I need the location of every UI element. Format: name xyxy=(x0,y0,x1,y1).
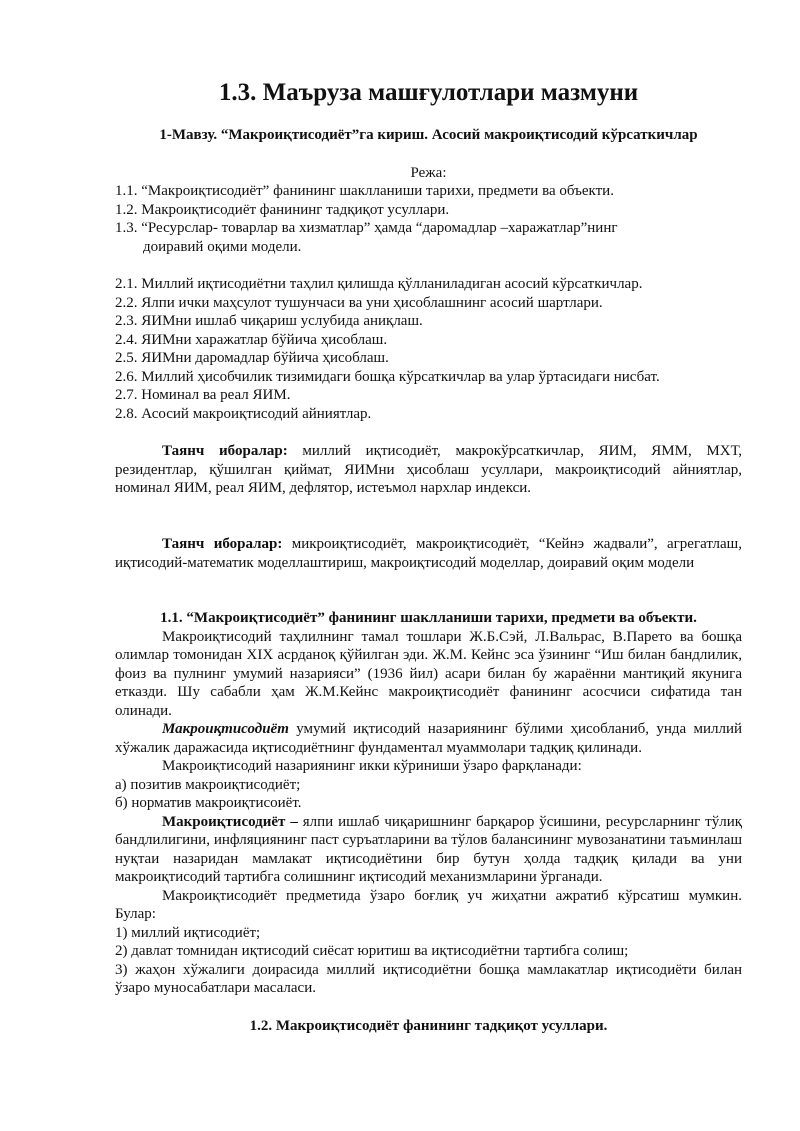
plan-item: 2.2. Ялпи ички маҳсулот тушунчаси ва уни ҳисоблашнинг асосий шартлари. xyxy=(115,294,603,311)
section-heading: 1.2. Макроиқтисодиёт фанининг тадқиқот усуллари. xyxy=(249,1018,608,1034)
paragraph: Макроиқтисодий таҳлилнинг тамал тошлари Ж.Б.Сэй, Л.Вальрас, В.Парето ва бошқа олимлар томонидан XIX асрданоқ қўйилган эди. Ж.М. Кейнс эса ўзининг “Иш билан бандлилик, фоиз ва пулнинг умумий назарияси” (1936 йил) асари билан бу жараённи мантиқий якунига етказди. Шу сабабли ҳам Ж.М.Кейнс макроиқтисодиёт фанининг асосчиси сифатида тан олинади. xyxy=(115,628,742,719)
plan-list-part1 xyxy=(115,182,742,256)
plan-label: Режа: xyxy=(410,165,447,181)
paragraph: Макроиқтисодиёт предметида ўзаро боғлиқ уч жиҳатни ажратиб кўрсатиш мумкин. Булар: xyxy=(115,887,742,922)
plan-item: 2.5. ЯИМни даромадлар бўйича ҳисоблаш. xyxy=(115,350,389,366)
plan-list-part2 xyxy=(115,275,742,423)
keywords-text: микроиқтисодиёт, макроиқтисодиёт, “Кейнэ жадвали”, агрегатлаш, иқтисодий-математик моделлаштириш, макроиқтисодий моделлар, доиравий оқим модели xyxy=(115,536,742,571)
plan-item: 2.6. Миллий ҳисобчилик тизимидаги бошқа кўрсаткичлар ва улар ўртасидаги нисбат. xyxy=(115,368,660,385)
list-item: 2) давлат томнидан иқтисодий сиёсат юритиш ва иқтисодиётни тартибга солиш; xyxy=(115,943,629,959)
list-item: б) норматив макроиқтисоиёт. xyxy=(115,795,302,811)
keywords-text: миллий иқтисодиёт, макрокўрсаткичлар, ЯИМ, ЯММ, МХТ, резидентлар, қўшилган қиймат, ЯИМни ҳисоблаш усуллари, макроиқтисодий айниятлар, номинал ЯИМ, реал ЯИМ, дефлятор, истеъмол нархлар индекси. xyxy=(115,443,742,496)
paragraph-text: умумий иқтисодий назариянинг бўлими ҳисобланиб, унда миллий хўжалик даражасида иқтисодиётнинг фундаментал муаммолари тадқиқ қилинади. xyxy=(115,721,742,756)
list-item: а) позитив макроиқтисодиёт; xyxy=(115,776,301,793)
plan-item: 2.7. Номинал ва реал ЯИМ. xyxy=(115,387,291,403)
section-1-1 xyxy=(115,609,742,998)
plan-item-continuation: доиравий оқими модели. xyxy=(143,238,302,255)
section-heading: 1.1. “Макроиқтисодиёт” фанининг шаклланиши тарихи, предмети ва объекти. xyxy=(160,610,697,626)
plan-item: 2.1. Миллий иқтисодиётни таҳлил қилишда қўлланиладиган асосий кўрсаткичлар. xyxy=(115,276,643,292)
plan-item: 2.8. Асосий макроиқтисодий айниятлар. xyxy=(115,405,372,422)
page-title: 1.3. Маъруза машғулотлари мазмуни xyxy=(218,79,639,106)
plan-item: 2.4. ЯИМни харажатлар бўйича ҳисоблаш. xyxy=(115,331,388,348)
paragraph xyxy=(115,813,742,887)
list-item: 3) жаҳон хўжалиги доирасида миллий иқтисодиётни бошқа мамлакатлар иқтисодиёти билан ўзаро муносабатлари масаласи. xyxy=(115,961,742,996)
topic-title: 1-Мавзу. “Макроиқтисодиёт”га кириш. Асосий макроиқтисодий кўрсаткичлар xyxy=(159,127,698,143)
keywords-paragraph-2 xyxy=(115,535,742,572)
list-item: 1) миллий иқтисодиёт; xyxy=(115,924,261,941)
keywords-label: Таянч иборалар: xyxy=(162,536,283,552)
plan-item: 1.1. “Макроиқтисодиёт” фанининг шаклланиши тарихи, предмети ва объекти. xyxy=(115,183,614,199)
paragraph xyxy=(115,720,742,757)
plan-item: 1.3. “Ресурслар- товарлар ва хизматлар” ҳамда “даромадлар –харажатлар”нинг xyxy=(115,220,618,236)
keywords-label: Таянч иборалар: xyxy=(162,443,288,459)
term: Макроиқтисодиёт – xyxy=(162,813,298,830)
paragraph: Макроиқтисодий назариянинг икки кўриниши ўзаро фарқланади: xyxy=(162,758,582,774)
term: Макроиқтисодиёт xyxy=(162,721,289,737)
paragraph-text: ялпи ишлаб чиқаришнинг барқарор ўсишини, ресурсларнинг тўлиқ бандлилигини, инфляциянинг паст суръатларини ва тўлов балансининг мувозанатини таъминлаш нуқтаи назаридан мамлакат иқтисодиётини бир бутун ҳолда тадқиқ қилади ва уни макроиқтисодий тартибга солишнинг иқтисодий механизмларини ўрганади. xyxy=(115,813,743,885)
keywords-paragraph-1 xyxy=(115,442,742,498)
plan-item: 1.2. Макроиқтисодиёт фанининг тадқиқот усуллари. xyxy=(115,201,450,218)
plan-item: 2.3. ЯИМни ишлаб чиқариш услубида аниқлаш. xyxy=(115,313,423,329)
section-1-2 xyxy=(115,1017,742,1036)
